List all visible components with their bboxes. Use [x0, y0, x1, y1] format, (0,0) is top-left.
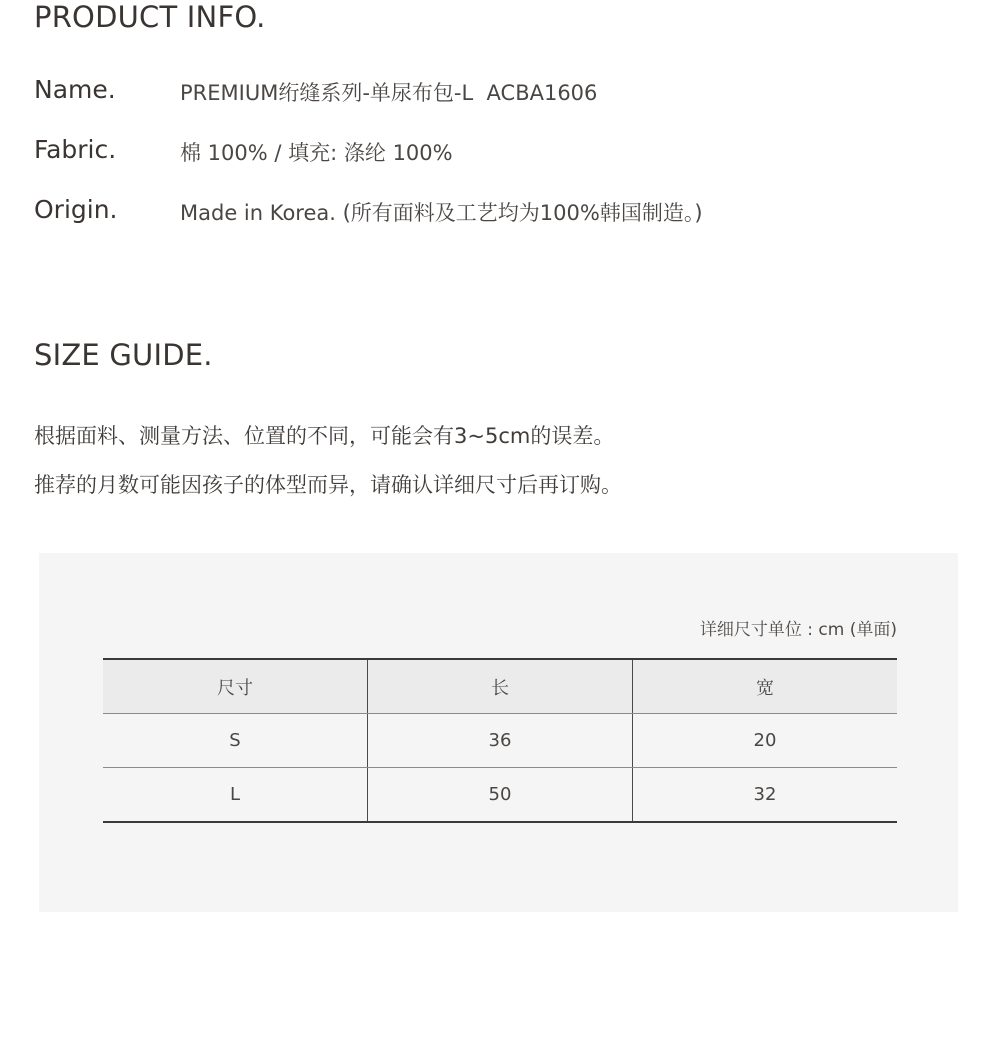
info-row-origin	[34, 195, 934, 227]
cell-size: L	[103, 768, 368, 823]
info-row-name	[34, 75, 934, 107]
size-guide-title: SIZE GUIDE.	[34, 338, 213, 372]
info-label-origin: Origin.	[34, 195, 118, 224]
cell-width: 20	[633, 714, 898, 768]
header-size: 尺寸	[103, 659, 368, 714]
size-table-panel	[39, 553, 958, 912]
header-width: 宽	[633, 659, 898, 714]
info-value-name: PREMIUM绗缝系列-单尿布包-L ACBA1606	[180, 81, 598, 105]
size-table	[103, 658, 897, 823]
info-row-fabric	[34, 135, 934, 167]
table-row	[103, 714, 897, 768]
size-guide-note-1: 根据面料、测量方法、位置的不同，可能会有3~5cm的误差。	[34, 424, 615, 448]
info-label-fabric: Fabric.	[34, 135, 117, 164]
cell-length: 50	[368, 768, 633, 823]
table-row	[103, 768, 897, 823]
cell-size: S	[103, 714, 368, 768]
info-value-origin: Made in Korea. (所有面料及工艺均为100%韩国制造。)	[180, 201, 703, 225]
header-length: 长	[368, 659, 633, 714]
cell-length: 36	[368, 714, 633, 768]
unit-note: 详细尺寸单位 : cm (单面)	[699, 620, 897, 640]
product-info-title: PRODUCT INFO.	[34, 0, 266, 34]
size-table-header-row	[103, 659, 897, 714]
cell-width: 32	[633, 768, 898, 823]
size-guide-note-2: 推荐的月数可能因孩子的体型而异，请确认详细尺寸后再订购。	[34, 473, 622, 497]
info-value-fabric: 棉 100% / 填充: 涤纶 100%	[180, 141, 453, 165]
info-label-name: Name.	[34, 75, 116, 104]
